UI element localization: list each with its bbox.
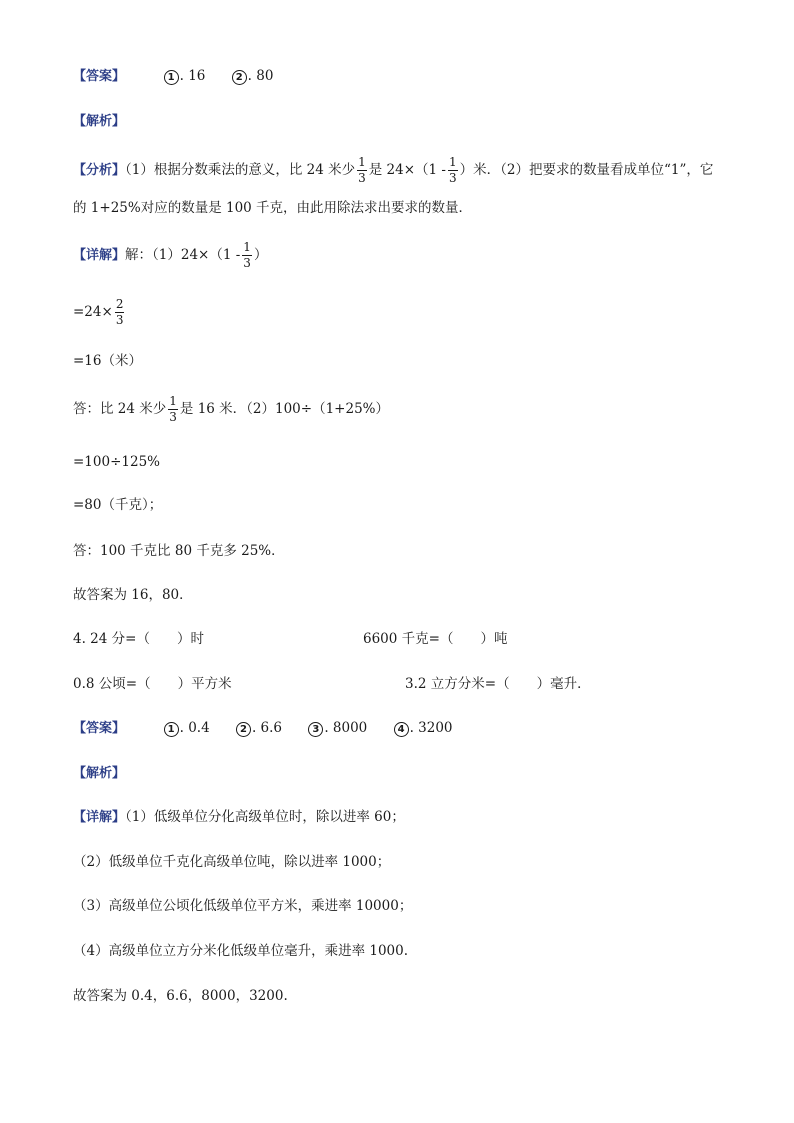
detail-2-line-2: （2）低级单位千克化高级单位吨，除以进率 1000； [73,854,391,870]
question-4-part-b: 6600 千克=（ ）吨 [363,631,508,647]
circled-number-icon: 1 [164,722,179,737]
question-4-part-d: 3.2 立方分米=（ ）毫升． [405,676,591,692]
analysis-line-1: 【分析】（1）根据分数乘法的意义，比 24 米少 $\frac{1}{3}$ 是 24×（1 - $\frac{1}{3}$ ）米．（2）把要求的数量看成单位“1”，它 [73,155,714,185]
answer-item: 3 . 8000 [308,718,367,738]
answer-item: 1 . 0.4 [164,718,210,738]
question-4-row-2: 0.8 公顷=（ ）平方米 [73,676,232,692]
fraction-one-third: $\frac{1}{3}$ [449,155,457,185]
circled-number-icon: 1 [164,70,179,85]
answer-item: 1 . 16 [164,66,206,86]
answer-item: 2 . 80 [232,66,274,86]
conclusion-2: 故答案为 0.4，6.6，8000，3200. [73,988,288,1004]
step-1: =24× $\frac{2}{3}$ [73,297,124,327]
circled-number-icon: 2 [232,70,247,85]
answer-sentence-2: 答：100 千克比 80 千克多 25%． [73,543,285,559]
answer-item: 4 . 3200 [394,718,453,738]
analysis-line-2: 的 1+25%对应的数量是 100 千克，由此用除法求出要求的数量． [73,200,473,216]
circled-number-icon: 2 [236,722,251,737]
fraction-one-third: $\frac{1}{3}$ [169,394,177,424]
detail-line-1: 【详解】解：（1）24×（1 - $\frac{1}{3}$ ） [73,240,268,270]
answer-row-2 [73,718,475,739]
detail-2-line-3: （3）高级单位公顷化低级单位平方米，乘进率 10000； [73,898,413,914]
fraction-two-third: $\frac{2}{3}$ [115,297,124,327]
circled-number-icon: 4 [394,722,409,737]
answer-row-1 [73,66,295,87]
fraction-one-third: $\frac{1}{3}$ [358,155,366,185]
answer-tag: 【答案】 [73,721,126,736]
step-2: =16（米） [73,353,142,369]
answer-item: 2 . 6.6 [236,718,282,738]
answer-sentence-1: 答：比 24 米少 $\frac{1}{3}$ 是 16 米．（2）100÷（1+25%） [73,394,389,424]
detail-2-line-4: （4）高级单位立方分米化低级单位毫升，乘进率 1000. [73,943,409,959]
conclusion-1: 故答案为 16，80． [73,587,193,603]
detail-2-line-1: 【详解】（1）低级单位分化高级单位时，除以进率 60； [73,809,405,825]
step-3: =100÷125% [73,454,160,470]
answer-tag: 【答案】 [73,69,126,84]
analysis-heading-1: 【解析】 [73,114,126,129]
analysis-heading-2: 【解析】 [73,766,126,781]
circled-number-icon: 3 [308,722,323,737]
fraction-one-third: $\frac{1}{3}$ [243,240,251,270]
question-4-row-1: 4. 24 分=（ ）时 [73,631,204,647]
step-4: =80（千克）； [73,497,163,513]
